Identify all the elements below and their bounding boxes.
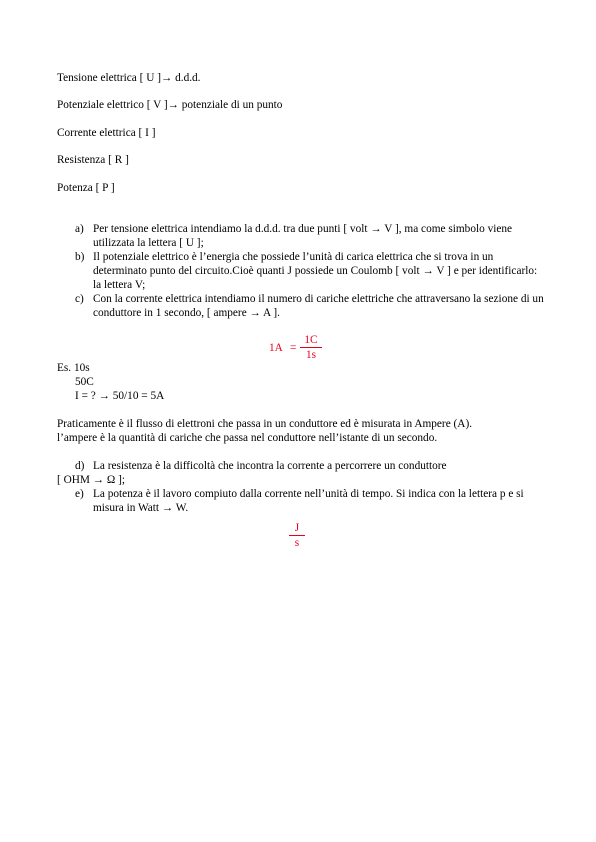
- formula-lhs: 1A: [269, 342, 283, 354]
- formula-watt-fraction: [289, 522, 305, 549]
- formula-fraction: [300, 334, 322, 361]
- list-marker: e): [75, 488, 84, 500]
- list-text: La resistenza è la difficoltà che incontra la corrente a percorrere un conduttore: [93, 460, 447, 472]
- definition-resistance: Resistenza [ R ]: [57, 154, 129, 166]
- list-text: Per tensione elettrica intendiamo la d.d.d. tra due punti [ volt → V ], ma come simbolo viene utilizzata la lettera [ U ];: [93, 223, 513, 249]
- example-calculation: I = ? → 50/10 = 5A: [75, 390, 165, 402]
- fraction-denominator: s: [294, 537, 300, 549]
- list-text: La potenza è il lavoro compiuto dalla corrente nell’unità di tempo. Si indica con la lettera p e si misura in Watt → W.: [93, 488, 524, 514]
- formula-equals: =: [290, 342, 297, 354]
- list-text: Con la corrente elettrica intendiamo il numero di cariche elettriche che attraversano la sezione di un conduttore in 1 secondo, [ ampere → A ].: [93, 293, 544, 319]
- list-text: Il potenziale elettrico è l’energia che possiede l’unità di carica elettrica che si trova in un determinato punto del circuito.Cioè quanti J possiede un Coulomb [ volt → V ] e per identificarlo: la lettera V;: [93, 251, 538, 291]
- list-marker: b): [75, 251, 85, 263]
- list-item-d-continuation: [ OHM → Ω ];: [57, 474, 126, 486]
- fraction-bar: [289, 535, 305, 536]
- list-marker: d): [75, 460, 85, 472]
- fraction-numerator: J: [294, 522, 300, 534]
- definition-potential: Potenziale elettrico [ V ]→ potenziale di un punto: [57, 99, 283, 111]
- fraction-denominator: 1s: [305, 349, 317, 361]
- example-charge: 50C: [75, 376, 94, 388]
- paragraph-line-1: Praticamente è il flusso di elettroni che passa in un conduttore ed è misurata in Ampere (A).: [57, 418, 473, 430]
- fraction-numerator: 1C: [304, 334, 318, 346]
- paragraph-line-2: l’ampere è la quantità di cariche che passa nel conduttore nell’istante di un secondo.: [57, 432, 438, 444]
- definition-power: Potenza [ P ]: [57, 182, 115, 194]
- formula-ampere: [269, 341, 296, 355]
- definition-voltage: Tensione elettrica [ U ]→ d.d.d.: [57, 72, 201, 84]
- definition-current: Corrente elettrica [ I ]: [57, 127, 156, 139]
- fraction-bar: [300, 347, 322, 348]
- list-marker: a): [75, 223, 84, 235]
- example-label: Es. 10s: [57, 362, 90, 374]
- list-marker: c): [75, 293, 84, 305]
